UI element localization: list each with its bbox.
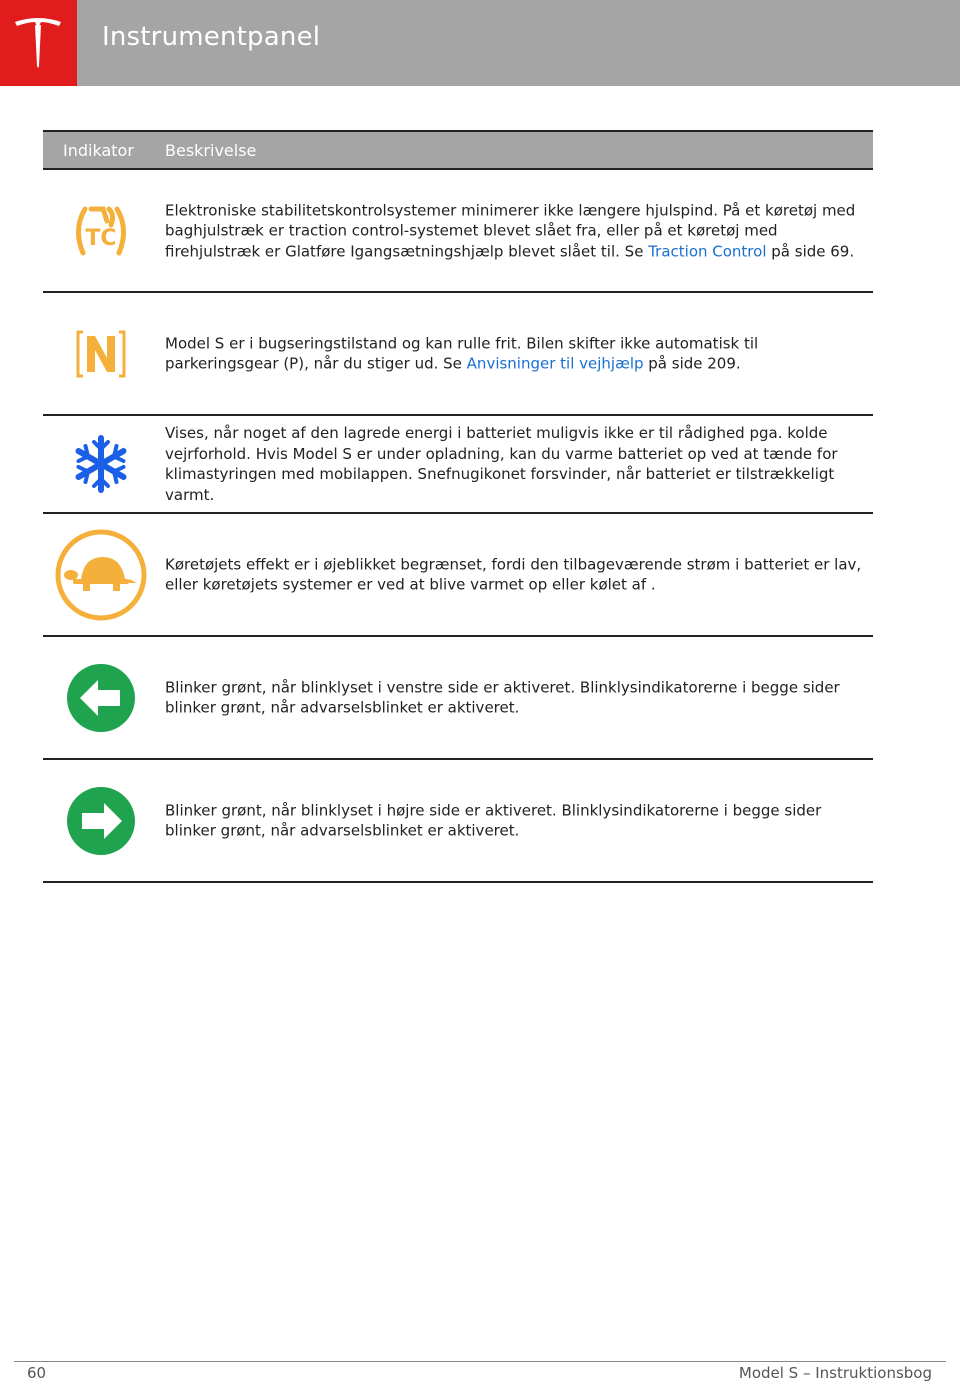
row-description: Vises, når noget af den lagrede energi i batteriet muligvis ikke er til rådighed pga. kolde vejrforhold. Hvis Model S er under opladning, kan du varme batteriet op ved at tænde for klimastyringen med mobilappen. Snefnugikonet forsvinder, når batteriet er tilstrækkeligt varmt.	[165, 424, 838, 504]
table-header	[43, 130, 873, 170]
column-header-indicator: Indikator	[63, 141, 134, 160]
row-description: Blinker grønt, når blinklyset i venstre side er aktiveret. Blinklysindikatorerne i begge sider blinker grønt, når advarselsblinket er aktiveret.	[165, 678, 840, 717]
table-row	[43, 637, 873, 760]
table-row	[43, 760, 873, 883]
table-row	[43, 170, 873, 293]
footer-divider	[14, 1361, 946, 1362]
snowflake-icon	[71, 434, 131, 494]
table-row	[43, 293, 873, 416]
row-description: Blinker grønt, når blinklyset i højre side er aktiveret. Blinklysindikatorerne i begge sider blinker grønt, når advarselsblinket er aktiveret.	[165, 801, 822, 840]
manual-title: Model S – Instruktionsbog	[738, 1364, 932, 1382]
svg-text:TC: TC	[84, 225, 117, 251]
tesla-logo	[0, 0, 77, 86]
traction-control-icon	[69, 201, 133, 261]
row-description: Elektroniske stabilitetskontrolsystemer minimerer ikke længere hjulspind. På et køretøj med baghjulstræk er traction control-systemet blevet slået fra, eller på et køretøj med firehjulstræk er Glatføre Igangsætningshjælp blevet slået til. Se Traction Control på side 69.	[165, 200, 856, 260]
roadside-assistance-link[interactable]: Anvisninger til vejhjælp	[466, 354, 644, 373]
page-number: 60	[27, 1364, 47, 1382]
table-row	[43, 514, 873, 637]
tesla-logo-icon	[13, 16, 63, 68]
turtle-icon	[53, 527, 149, 623]
table-row	[43, 416, 873, 514]
row-description: Køretøjets effekt er i øjeblikket begrænset, fordi den tilbageværende strøm i batteriet er lav, eller køretøjets systemer er ved at blive varmet op eller kølet af .	[165, 555, 862, 594]
page-title: Instrumentpanel	[102, 22, 321, 52]
right-turn-signal-icon	[66, 786, 136, 856]
left-turn-signal-icon	[66, 663, 136, 733]
indicator-table	[43, 130, 873, 883]
page-header	[0, 0, 960, 86]
column-header-description: Beskrivelse	[165, 141, 257, 160]
row-description: Model S er i bugseringstilstand og kan rulle frit. Bilen skifter ikke automatisk til parkeringsgear (P), når du stiger ud. Se Anvisninger til vejhjælp på side 209.	[165, 334, 759, 373]
traction-control-link[interactable]: Traction Control	[648, 241, 767, 260]
neutral-tow-mode-icon	[75, 328, 127, 380]
